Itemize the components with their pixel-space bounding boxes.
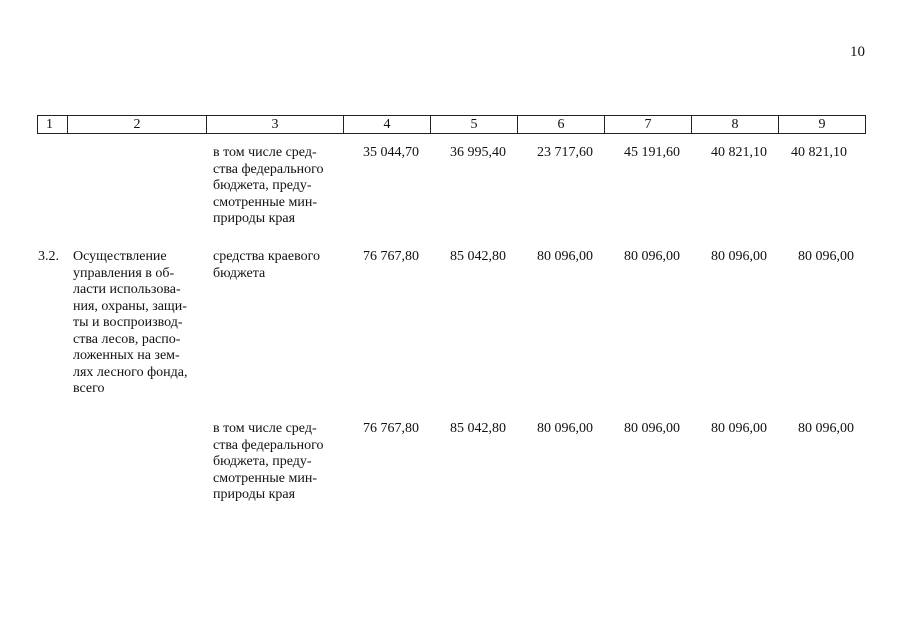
page-number: 10 — [850, 44, 865, 60]
header-cell: 2 — [68, 116, 207, 134]
header-cell: 3 — [207, 116, 344, 134]
row-2-value-col9: 80 096,00 — [798, 421, 854, 436]
column-number-header — [37, 115, 866, 134]
row-1-number: 3.2. — [38, 249, 59, 264]
row-2-value-col5: 85 042,80 — [450, 421, 506, 436]
row-2-funding-source: в том числе сред- ства федерального бюджета, преду- смотренные мин- природы края — [213, 421, 324, 502]
header-cell: 4 — [344, 116, 431, 134]
row-1-value-col5: 85 042,80 — [450, 249, 506, 264]
row-2-value-col7: 80 096,00 — [624, 421, 680, 436]
row-0-value-col8: 40 821,10 — [711, 145, 767, 160]
row-1-value-col8: 80 096,00 — [711, 249, 767, 264]
row-1-value-col6: 80 096,00 — [537, 249, 593, 264]
header-cell: 7 — [605, 116, 692, 134]
row-2-value-col6: 80 096,00 — [537, 421, 593, 436]
row-0-value-col5: 36 995,40 — [450, 145, 506, 160]
header-cell: 6 — [518, 116, 605, 134]
row-2-value-col8: 80 096,00 — [711, 421, 767, 436]
row-2-value-col4: 76 767,80 — [363, 421, 419, 436]
header-cell: 5 — [431, 116, 518, 134]
row-0-value-col7: 45 191,60 — [624, 145, 680, 160]
row-1-value-col4: 76 767,80 — [363, 249, 419, 264]
row-0-value-col9: 40 821,10 — [791, 145, 847, 160]
header-cell: 1 — [38, 116, 68, 134]
row-1-value-col7: 80 096,00 — [624, 249, 680, 264]
row-0-funding-source: в том числе сред- ства федерального бюджета, преду- смотренные мин- природы края — [213, 145, 324, 226]
row-0-value-col6: 23 717,60 — [537, 145, 593, 160]
header-cell: 9 — [779, 116, 866, 134]
row-0-value-col4: 35 044,70 — [363, 145, 419, 160]
row-1-funding-source: средства краевого бюджета — [213, 249, 320, 281]
row-1-activity-name: Осуществление управления в об- ласти использова- ния, охраны, защи- ты и воспроизвод- ства лесов, распо- ложенных на зем- лях лесного фонда, всего — [73, 249, 188, 396]
header-cell: 8 — [692, 116, 779, 134]
row-1-value-col9: 80 096,00 — [798, 249, 854, 264]
